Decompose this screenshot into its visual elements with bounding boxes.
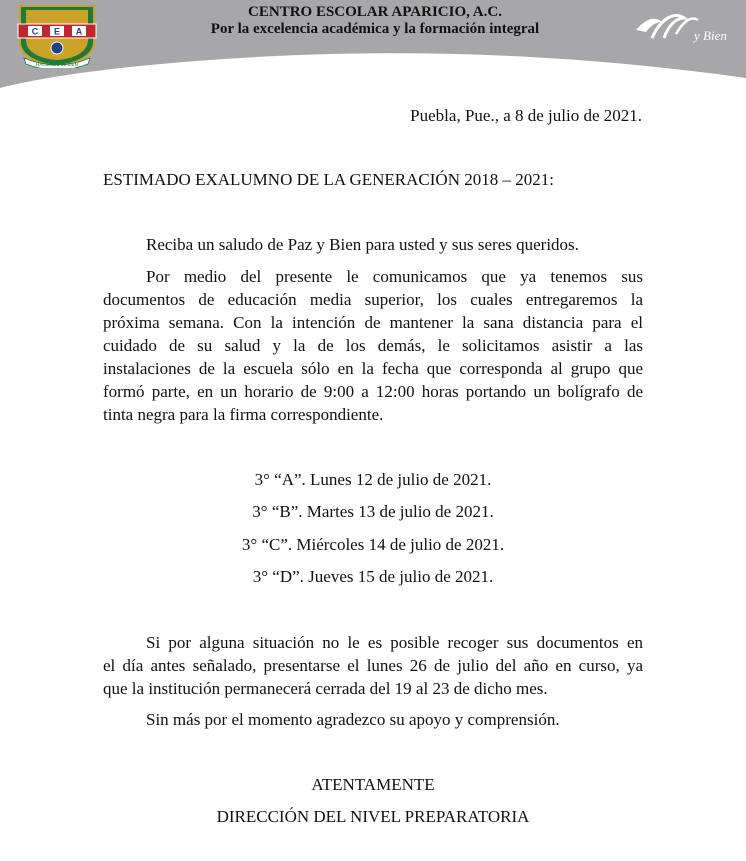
logo-letter: A [75,26,83,37]
schedule-item-a: 3° “A”. Lunes 12 de julio de 2021. [254,470,492,489]
signature-text: y Bien [694,28,727,43]
closing-thanks: Sin más por el momento agradezco su apoyo y comprensión. [146,710,560,729]
schedule-item-d: 3° “D”. Jueves 15 de julio de 2021. [252,567,494,586]
schedule-item-b: 3° “B”. Martes 13 de julio de 2021. [252,502,494,521]
sign-off: ATENTAMENTE [311,775,435,794]
body-line: formó parte, en un horario de 9:00 a 12:00 horas portando un bolígrafo de [103,382,643,401]
body-line: próxima semana. Con la intención de mantener la sana distancia para el [103,313,643,332]
school-name: CENTRO ESCOLAR APARICIO, A.C. [248,4,502,20]
alternative-line: que la institución permanecerá cerrada del 19 al 23 de dicho mes. [103,679,548,698]
logo-banner-text: HACIENDO EL BIEN [35,62,79,67]
body-paragraph [103,265,643,426]
school-motto: Por la excelencia académica y la formación integral [210,21,540,37]
alternative-line: Si por alguna situación no le es posible recoger sus documentos en [146,633,643,652]
paz-y-bien-logo [632,8,732,48]
greeting-paragraph: Reciba un saludo de Paz y Bien para usted y sus seres queridos. [146,235,579,254]
letterhead [0,0,746,90]
school-crest-logo [12,2,102,68]
signatory: DIRECCIÓN DEL NIVEL PREPARATORIA [216,807,530,826]
alternative-date-paragraph [103,631,643,700]
schedule-item-c: 3° “C”. Miércoles 14 de julio de 2021. [241,535,505,554]
logo-letter: E [53,26,61,37]
body-line: documentos de educación media superior, los cuales entregaremos la [103,290,643,309]
letter-salutation: ESTIMADO EXALUMNO DE LA GENERACIÓN 2018 – 2021: [103,170,554,189]
body-line: tinta negra para la firma correspondiente. [103,405,384,424]
logo-letter: C [31,26,39,37]
alternative-line: el día antes señalado, presentarse el lunes 26 de julio del año en curso, ya [103,656,643,675]
body-line: instalaciones de la escuela sólo en la fecha que corresponda al grupo que [103,359,643,378]
body-line: Por medio del presente le comunicamos que ya tenemos sus [146,267,643,286]
letter-date: Puebla, Pue., a 8 de julio de 2021. [410,106,642,125]
body-line: cuidado de su salud y la de los demás, le solicitamos asistir a las [103,336,643,355]
